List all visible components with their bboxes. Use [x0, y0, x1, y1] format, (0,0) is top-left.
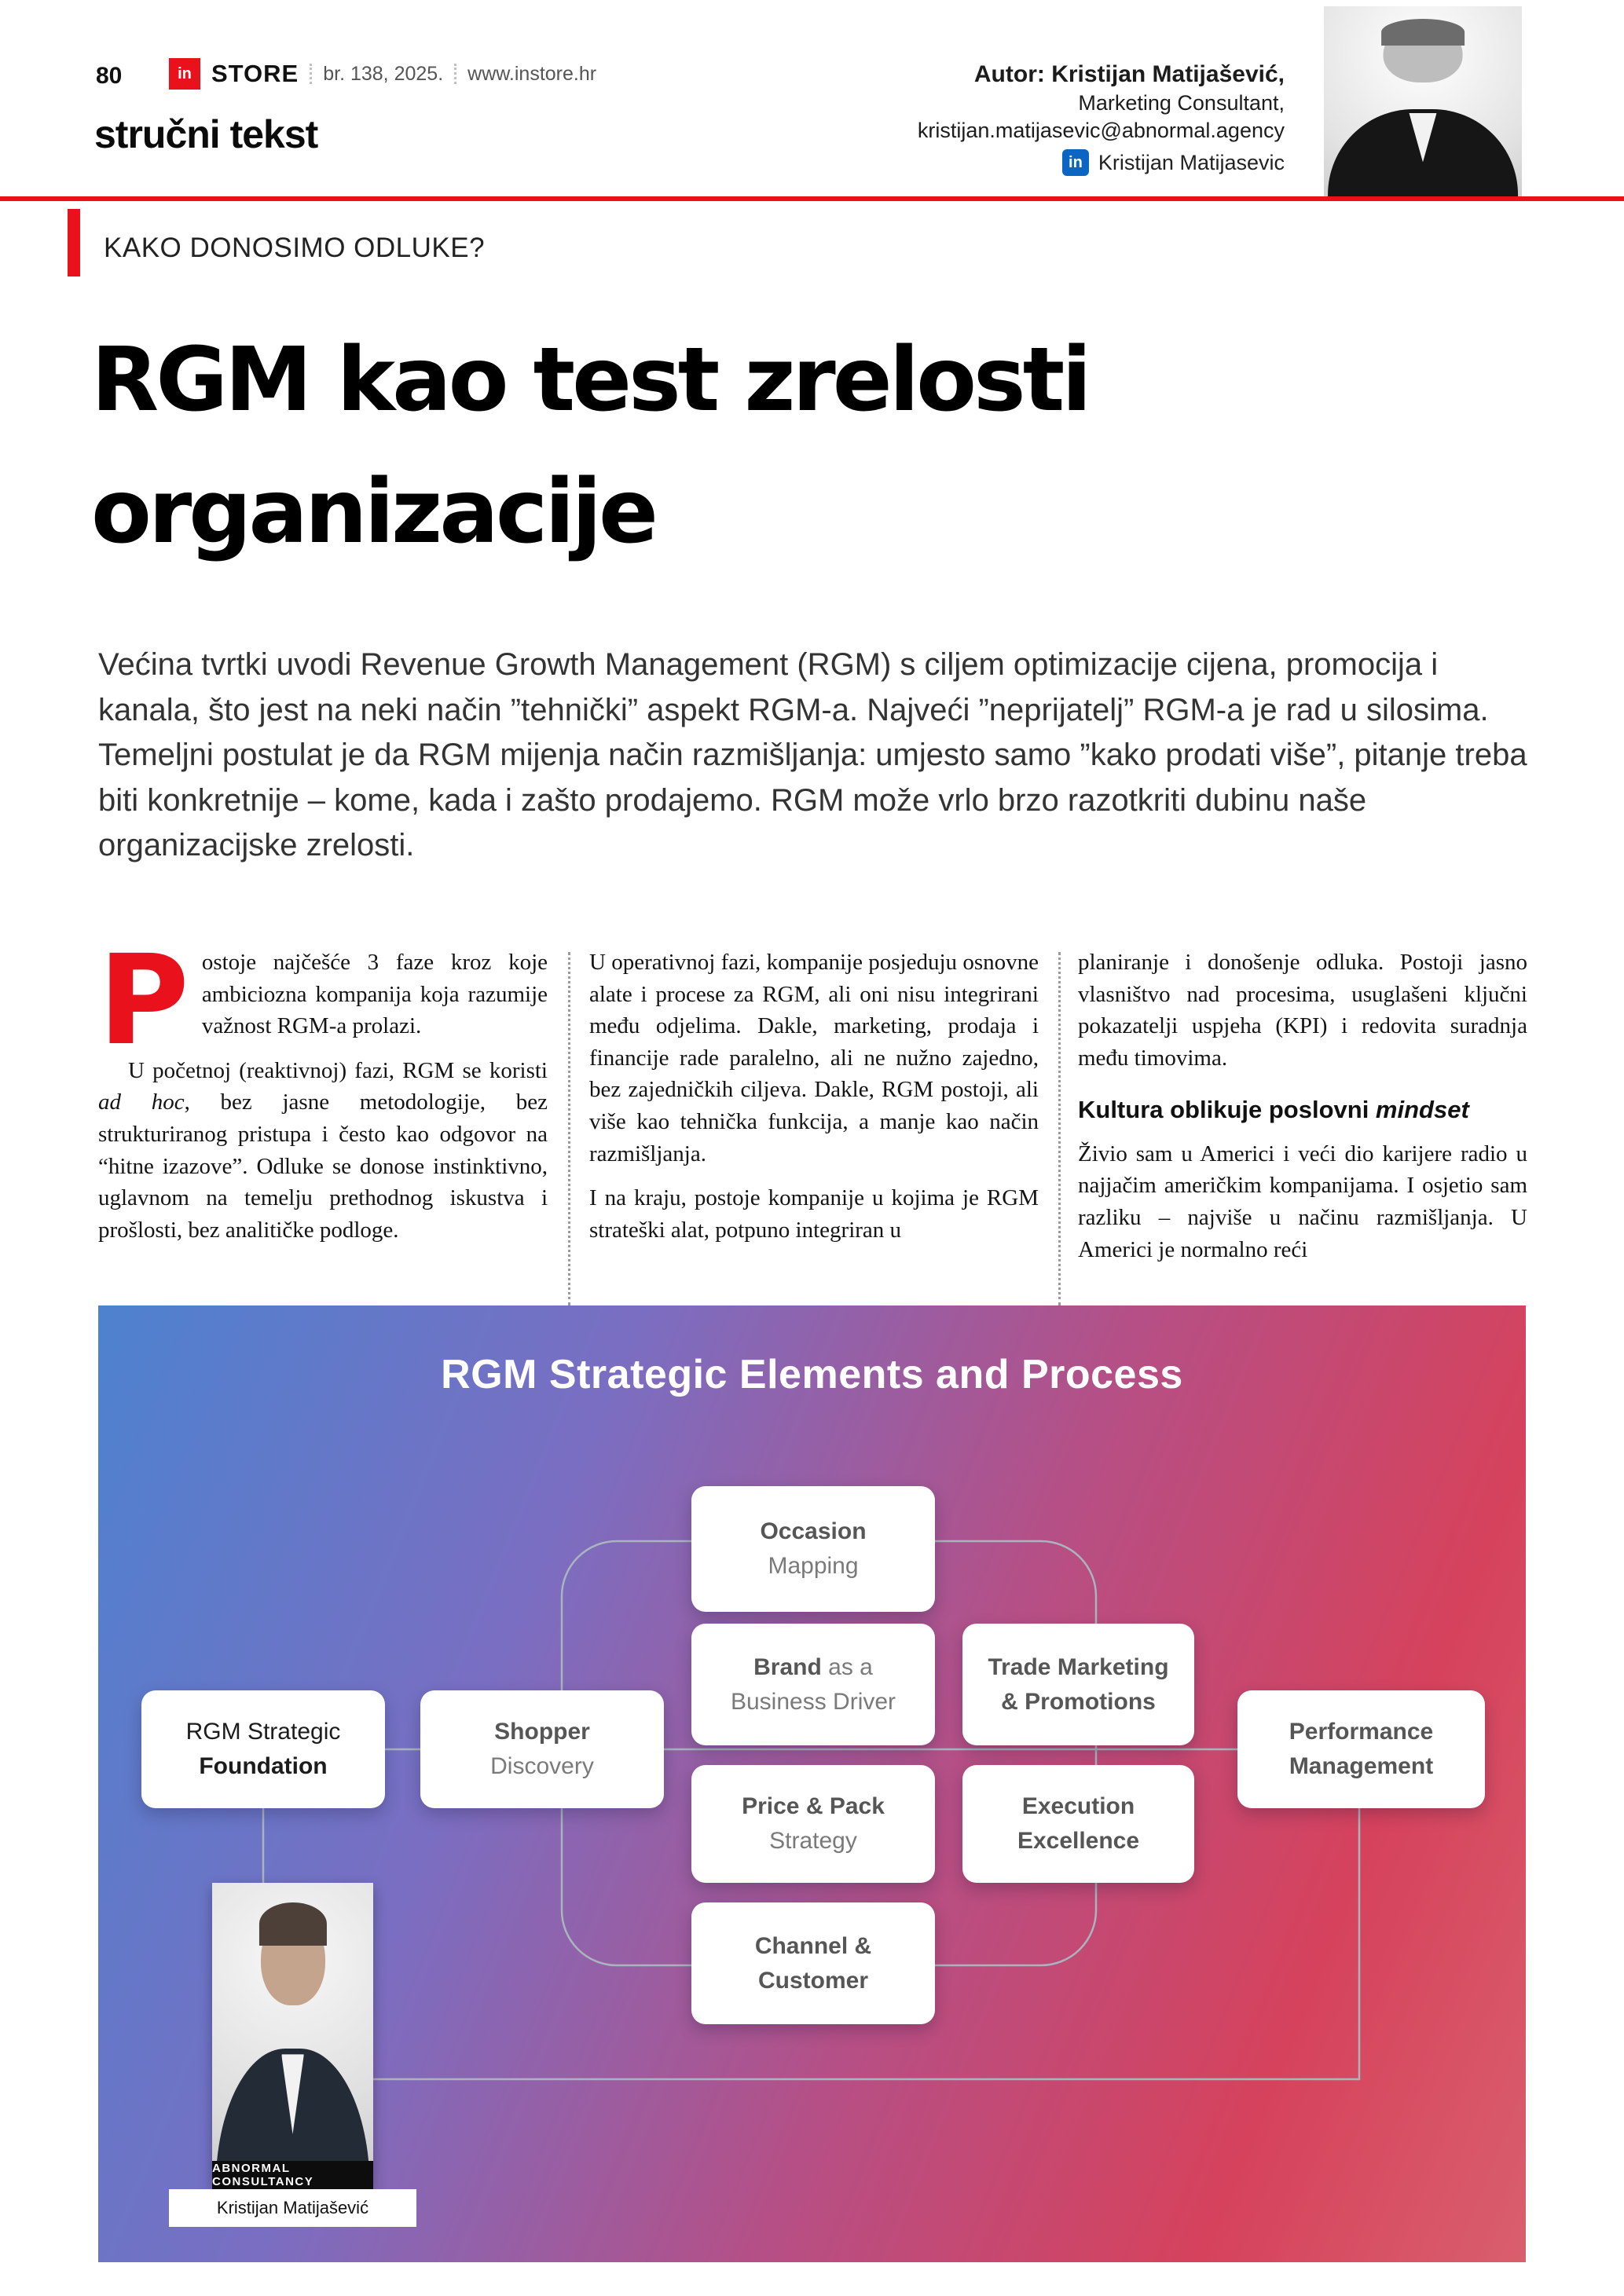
rgm-diagram	[98, 1305, 1526, 2262]
article-subhead	[1078, 1093, 1527, 1126]
author-role: Marketing Consultant,	[1078, 91, 1285, 115]
box-label: Management	[1289, 1753, 1434, 1779]
issue-number: br. 138, 2025.	[323, 62, 444, 85]
box-label: Excellence	[1017, 1828, 1140, 1854]
column-separator	[568, 952, 570, 1305]
red-divider-rule	[0, 196, 1624, 201]
instore-logo-icon: in	[169, 58, 200, 90]
diagram-box-execution-excellence	[962, 1765, 1194, 1883]
paragraph-text: , bez jasne metodologije, bez strukturiranog pristupa i često kao odgovor na “hitne izazove”. Odluke se donose instinktivno, uglavnom na temelju prethodnog iskustva i prošlosti, bez analitičke podloge.	[98, 1089, 548, 1243]
author-name: Autor: Kristijan Matijašević,	[973, 61, 1285, 87]
paragraph: U operativnoj fazi, kompanije posjeduju osnovne alate i procese za RGM, ali oni nisu integrirani među odjelima. Dakle, marketing, prodaja i financije rade paralelno, ali ne nužno zajedno, bez zajedničkih ciljeva. Dakle, RGM postoji, ali više kao tehnička funkcija, a manje kao način razmišljanja.	[589, 950, 1039, 1166]
photo-hair	[258, 1902, 326, 1946]
box-label: RGM Strategic	[185, 1719, 341, 1745]
subhead-italic-term: mindset	[1375, 1096, 1469, 1124]
italic-term: ad hoc	[98, 1089, 185, 1115]
section-title: stručni tekst	[94, 112, 318, 156]
headline-line-2: organizacije	[91, 461, 655, 563]
box-label: Foundation	[199, 1753, 328, 1779]
box-label: Occasion	[760, 1518, 867, 1544]
page-number: 80	[96, 63, 123, 89]
author-email[interactable]: kristijan.matijasevic@abnormal.agency	[917, 119, 1285, 142]
diagram-box-rgm-strategic-foundation	[141, 1690, 385, 1808]
subhead-text: Kultura oblikuje poslovni	[1078, 1096, 1376, 1124]
box-label: Discovery	[490, 1753, 594, 1779]
kicker-accent-bar	[68, 209, 80, 276]
box-label: Mapping	[768, 1553, 859, 1579]
box-label: Strategy	[769, 1828, 857, 1854]
diagram-title: RGM Strategic Elements and Process	[441, 1352, 1183, 1397]
box-label: Business Driver	[730, 1688, 896, 1715]
linkedin-row[interactable]	[918, 149, 1285, 176]
article-headline	[91, 314, 1089, 578]
paragraph-text: ostoje najčešće 3 faze kroz koje ambiciozna kompanija koja razumije važnost RGM-a prolazi.	[201, 950, 548, 1039]
article-kicker: KAKO DONOSIMO ODLUKE?	[104, 233, 486, 263]
box-label: Trade Marketing	[988, 1653, 1169, 1680]
photo-hair	[1381, 19, 1465, 46]
diagram-box-shopper-discovery	[420, 1690, 664, 1808]
box-label: Performance	[1289, 1719, 1434, 1745]
diagram-box-performance-management	[1237, 1690, 1485, 1808]
diagram-box-channel-customer	[691, 1902, 935, 2024]
diagram-box-brand-business-driver	[691, 1624, 935, 1745]
box-label: as a	[821, 1653, 873, 1680]
divider	[454, 64, 456, 84]
publication-name: STORE	[211, 60, 299, 87]
box-label: Shopper	[494, 1719, 590, 1745]
linkedin-icon[interactable]: in	[1062, 149, 1089, 176]
body-column-2	[589, 947, 1039, 1258]
photo-caption: Kristijan Matijašević	[169, 2189, 416, 2227]
box-label: Brand	[753, 1653, 822, 1680]
paragraph	[98, 1055, 548, 1247]
box-label: Customer	[757, 1967, 869, 1994]
author-photo	[1324, 6, 1522, 196]
website-url[interactable]: www.instore.hr	[467, 62, 597, 85]
publication-logo	[169, 58, 596, 90]
diagram-box-trade-marketing-promotions	[962, 1624, 1194, 1745]
drop-cap: P	[98, 928, 189, 1073]
body-column-1	[98, 928, 548, 1258]
article-lead: Većina tvrtki uvodi Revenue Growth Management (RGM) s ciljem optimizacije cijena, promocija i kanala, što jest na neki način ”tehnički” aspekt RGM-a. Najveći ”neprijatelj” RGM-a je rad u silosima. Temeljni postulat je da RGM mijenja način razmišljanja: umjesto samo ”kako prodati više”, pitanje treba biti konkretnije – kome, kada i zašto prodajemo. RGM može vrlo brzo razotkriti dubinu naše organizacijske zrelosti.	[98, 647, 1527, 863]
linkedin-profile-name: Kristijan Matijasevic	[1098, 150, 1285, 174]
paragraph: planiranje i donošenje odluka. Postoji jasno vlasništvo nad procesima, usuglašeni ključni pokazatelji uspjeha (KPI) i redovita suradnja među timovima.	[1078, 950, 1527, 1071]
column-separator	[1058, 952, 1061, 1305]
box-label: & Promotions	[1001, 1688, 1156, 1715]
paragraph-text: U početnoj (reaktivnoj) fazi, RGM se koristi	[128, 1057, 548, 1083]
paragraph: I na kraju, postoje kompanije u kojima je RGM strateški alat, potpuno integriran u	[589, 1185, 1039, 1243]
box-label: Price & Pack	[742, 1793, 885, 1819]
box-label: Channel &	[754, 1932, 872, 1959]
paragraph: Živio sam u Americi i veći dio karijere radio u najjačim američkim kompanijama. I osjetio sam razliku – najviše u načinu razmišljanja. U Americi je normalno reći	[1078, 1141, 1527, 1262]
body-column-3	[1078, 947, 1527, 1278]
headline-line-1: RGM kao test zrelosti	[91, 329, 1089, 431]
consultancy-label: ABNORMAL CONSULTANCY	[212, 2161, 373, 2189]
diagram-box-price-pack-strategy	[691, 1765, 935, 1883]
divider	[310, 64, 312, 84]
consultant-photo	[212, 1883, 373, 2189]
author-block	[918, 61, 1285, 176]
diagram-box-occasion-mapping	[691, 1486, 935, 1612]
box-label: Execution	[1021, 1793, 1135, 1819]
